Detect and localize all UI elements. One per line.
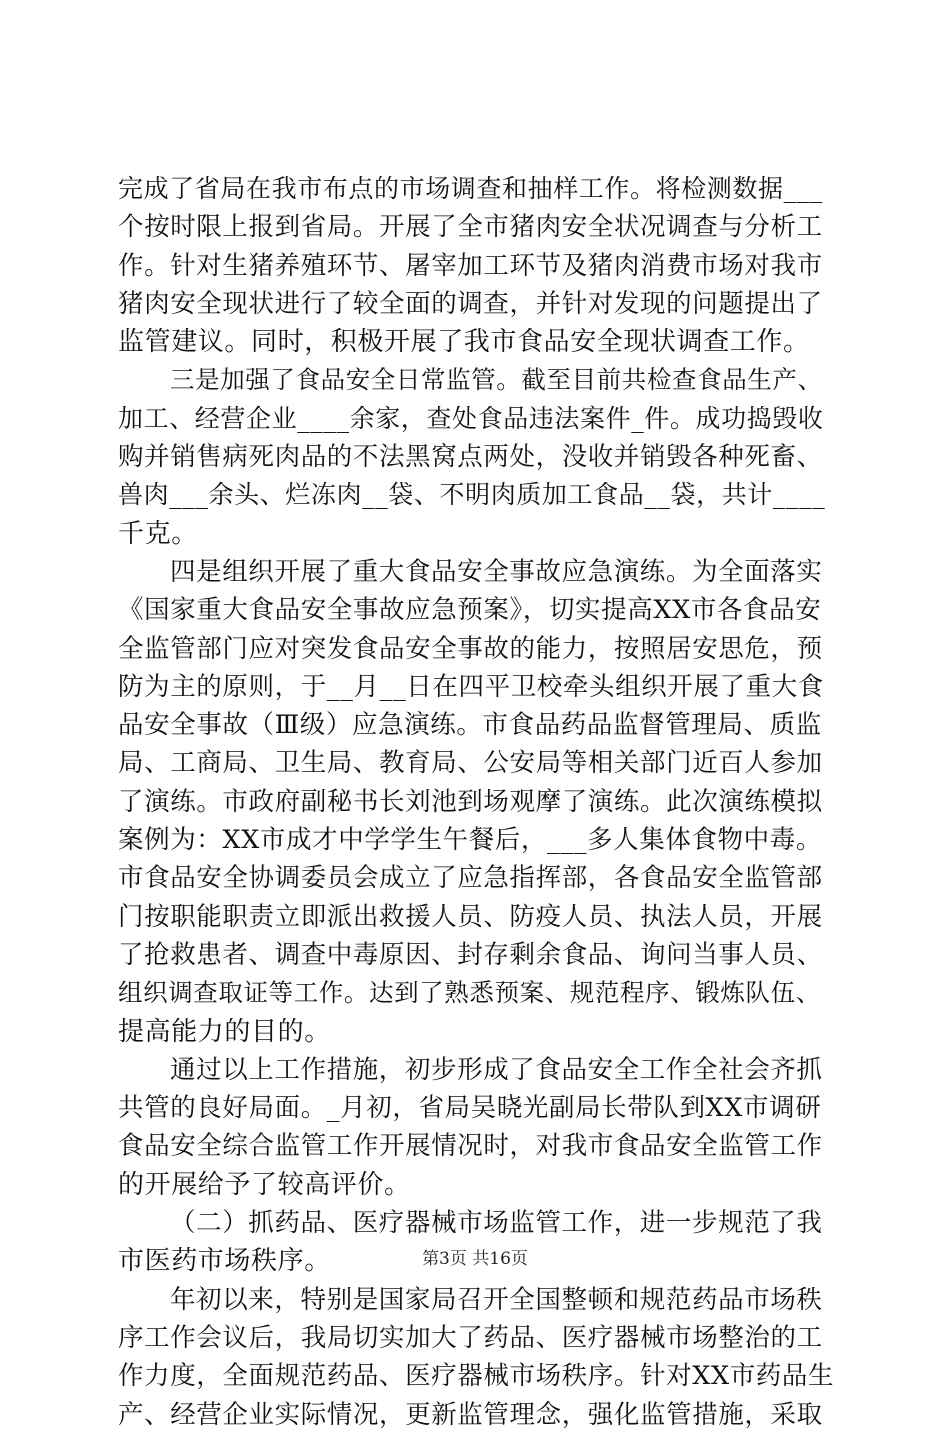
text-line: 《国家重大食品安全事故应急预案》，切实提高XX市各食品安 bbox=[118, 595, 822, 626]
text-line: 猪肉安全现状进行了较全面的调查，并针对发现的问题提出了 bbox=[118, 288, 823, 319]
text-line: 提高能力的目的。 bbox=[118, 1016, 331, 1047]
page-footer: 第3页 共16页 bbox=[422, 1249, 528, 1269]
text-line: 市食品安全协调委员会成立了应急指挥部，各食品安全监管部 bbox=[118, 863, 823, 894]
text-line: 兽肉___余头、烂冻肉__袋、不明肉质加工食品__袋，共计____ bbox=[118, 480, 826, 510]
text-line: 了抢救患者、调查中毒原因、封存剩余食品、询问当事人员、 bbox=[118, 939, 823, 970]
text-line: （二）抓药品、医疗器械市场监管工作，进一步规范了我 bbox=[170, 1208, 823, 1239]
text-line: 三是加强了食品安全日常监管。截至目前共检查食品生产、 bbox=[170, 365, 823, 395]
text-line: 局、工商局、卫生局、教育局、公安局等相关部门近百人参加 bbox=[118, 748, 823, 779]
text-line: 加工、经营企业____余家，查处食品违法案件_件。成功捣毁收 bbox=[118, 403, 824, 433]
text-line: 门按职能职责立即派出救援人员、防疫人员、执法人员，开展 bbox=[118, 901, 823, 932]
text-line: 四是组织开展了重大食品安全事故应急演练。为全面落实 bbox=[170, 556, 823, 587]
text-line: 组织调查取证等工作。达到了熟悉预案、规范程序、锻炼队伍、 bbox=[118, 978, 821, 1008]
text-line: 共管的良好局面。_月初，省局吴晓光副局长带队到XX市调研 bbox=[118, 1093, 822, 1124]
text-line: 案例为：XX市成才中学学生午餐后，___多人集体食物中毒。 bbox=[118, 825, 822, 856]
text-line: 完成了省局在我市布点的市场调查和抽样工作。将检测数据___ bbox=[118, 174, 823, 203]
text-line: 防为主的原则，于__月__日在四平卫校牵头组织开展了重大食 bbox=[118, 671, 824, 702]
text-line: 了演练。市政府副秘书长刘池到场观摩了演练。此次演练模拟 bbox=[118, 786, 823, 817]
text-line: 全监管部门应对突发食品安全事故的能力，按照居安思危，预 bbox=[118, 633, 823, 664]
text-line: 监管建议。同时，积极开展了我市食品安全现状调查工作。 bbox=[118, 327, 810, 358]
text-line: 市医药市场秩序。 bbox=[118, 1246, 331, 1277]
text-line: 作。针对生猪养殖环节、屠宰加工环节及猪肉消费市场对我市 bbox=[118, 250, 823, 281]
text-line: 的开展给予了较高评价。 bbox=[118, 1169, 411, 1200]
text-line: 产、经营企业实际情况，更新监管理念，强化监管措施，采取 bbox=[118, 1399, 823, 1430]
text-line: 购并销售病死肉品的不法黑窝点两处，没收并销毁各种死畜、 bbox=[118, 442, 823, 473]
text-line: 品安全事故（Ⅲ级）应急演练。市食品药品监督管理局、质监 bbox=[118, 710, 822, 741]
text-line: 序工作会议后，我局切实加大了药品、医疗器械市场整治的工 bbox=[118, 1322, 823, 1353]
text-line: 通过以上工作措施，初步形成了食品安全工作全社会齐抓 bbox=[170, 1054, 823, 1085]
text-line: 个按时限上报到省局。开展了全市猪肉安全状况调查与分析工 bbox=[118, 212, 823, 243]
text-line: 千克。 bbox=[118, 518, 198, 549]
text-line: 年初以来，特别是国家局召开全国整顿和规范药品市场秩 bbox=[170, 1284, 823, 1315]
text-line: 食品安全综合监管工作开展情况时，对我市食品安全监管工作 bbox=[118, 1131, 823, 1162]
text-line: 作力度，全面规范药品、医疗器械市场秩序。针对XX市药品生 bbox=[118, 1361, 835, 1392]
